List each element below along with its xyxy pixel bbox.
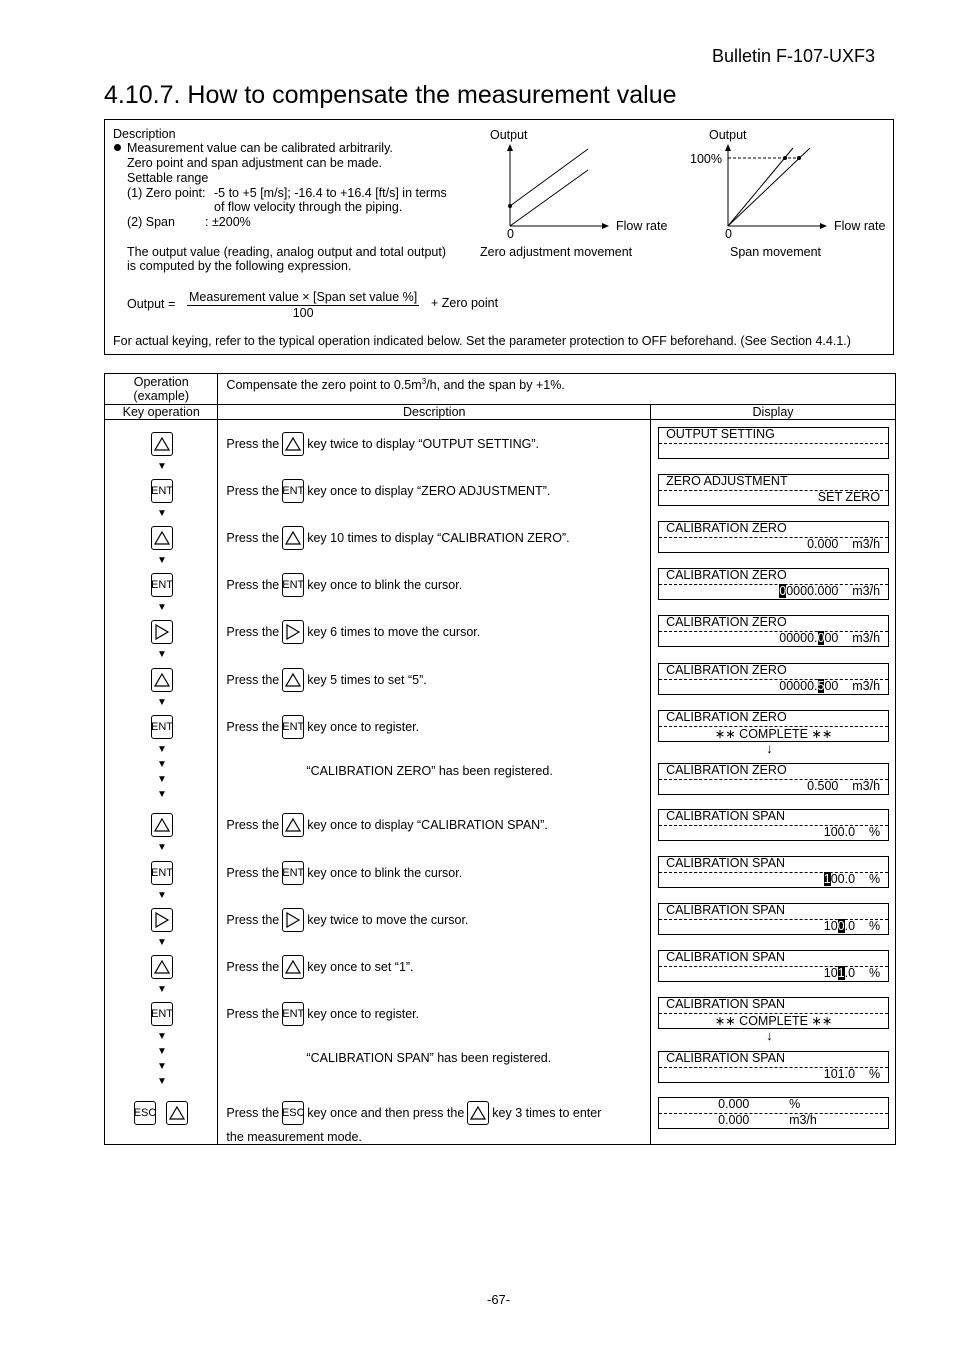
- lcd-display: CALIBRATION SPAN 100.0 %: [658, 903, 889, 935]
- lcd-display: CALIBRATION ZERO 0.500 m3/h: [658, 763, 889, 795]
- description-line: Measurement value can be calibrated arbitrarily.: [127, 141, 393, 155]
- lcd-display: CALIBRATION SPAN 100.0 %: [658, 809, 889, 841]
- description-line: of flow velocity through the piping.: [214, 200, 403, 214]
- cursor: 5: [817, 679, 825, 693]
- formula-lhs: Output =: [127, 297, 176, 311]
- ent-key-icon: ENT: [282, 715, 304, 739]
- span-movement-graph: [718, 142, 833, 232]
- formula-rhs: + Zero point: [431, 296, 499, 310]
- step-12: Press the key once to set “1”.: [226, 955, 413, 979]
- graph1-ylabel: Output: [490, 128, 528, 142]
- ent-key[interactable]: ENT: [151, 1002, 173, 1026]
- down-triangle-icon: ▼: [157, 1046, 167, 1057]
- description-heading: Description: [113, 127, 176, 141]
- graph1-caption: Zero adjustment movement: [480, 245, 633, 259]
- down-triangle-icon: ▼: [157, 697, 167, 708]
- down-triangle-icon: ▼: [157, 461, 167, 472]
- down-arrow-icon: ↓: [766, 1028, 773, 1043]
- ent-key-icon: ENT: [282, 573, 304, 597]
- header-description: Description: [218, 405, 651, 420]
- esc-key-icon: ESC: [282, 1101, 304, 1125]
- up-key[interactable]: [166, 1101, 188, 1125]
- up-key[interactable]: [151, 813, 173, 837]
- up-key-icon: [282, 526, 304, 550]
- down-triangle-icon: ▼: [157, 759, 167, 770]
- lcd-display: CALIBRATION ZERO 00000.500 m3/h: [658, 663, 889, 695]
- down-triangle-icon: ▼: [157, 1061, 167, 1072]
- step-6: Press the key 5 times to set “5”.: [226, 668, 426, 692]
- ent-key[interactable]: ENT: [151, 479, 173, 503]
- ent-key[interactable]: ENT: [151, 861, 173, 885]
- ent-key-icon: ENT: [282, 861, 304, 885]
- description-line: Zero point and span adjustment can be made.: [127, 156, 383, 170]
- description-column: [218, 420, 651, 1145]
- page-title: 4.10.7. How to compensate the measurement value: [104, 81, 677, 109]
- lcd-display: CALIBRATION SPAN 101.0 %: [658, 1051, 889, 1083]
- lcd-display: CALIBRATION ZERO ∗∗ COMPLETE ∗∗: [658, 710, 889, 742]
- description-line: : ±200%: [205, 215, 251, 229]
- description-line: -5 to +5 [m/s]; -16.4 to +16.4 [ft/s] in terms: [214, 186, 447, 200]
- lcd-display: CALIBRATION ZERO 00000.000 m3/h: [658, 615, 889, 647]
- description-footer: For actual keying, refer to the typical operation indicated below. Set the parameter protection to OFF beforehand. (See Section 4.4.1.): [113, 334, 851, 348]
- lcd-display: CALIBRATION SPAN 101.0 %: [658, 950, 889, 982]
- display-column: [651, 420, 896, 1145]
- up-key-icon: [282, 813, 304, 837]
- down-triangle-icon: ▼: [157, 890, 167, 901]
- header-key-operation: Key operation: [105, 405, 218, 420]
- down-triangle-icon: ▼: [157, 937, 167, 948]
- operation-label: Operation (example): [105, 374, 218, 405]
- step-11: Press the key twice to move the cursor.: [226, 908, 468, 932]
- step-2: Press the ENT key once to display “ZERO ADJUSTMENT”.: [226, 479, 550, 503]
- step-note-span: “CALIBRATION SPAN” has been registered.: [306, 1051, 552, 1065]
- cursor: 0: [837, 919, 845, 933]
- description-line: is computed by the following expression.: [127, 259, 352, 273]
- right-key[interactable]: [151, 620, 173, 644]
- right-key-icon: [282, 620, 304, 644]
- up-key-icon: [282, 432, 304, 456]
- description-line: The output value (reading, analog output and total output): [127, 245, 446, 259]
- esc-key[interactable]: ESC: [134, 1101, 156, 1125]
- lcd-display: CALIBRATION SPAN ∗∗ COMPLETE ∗∗: [658, 997, 889, 1029]
- up-key-icon: [282, 668, 304, 692]
- formula-denominator: 100: [292, 306, 314, 320]
- header-display: Display: [651, 405, 896, 420]
- step-15-cont: the measurement mode.: [226, 1130, 362, 1144]
- cursor: 1: [823, 872, 831, 886]
- measure-unit: %: [789, 1097, 801, 1111]
- step-3: Press the key 10 times to display “CALIBRATION ZERO”.: [226, 526, 569, 550]
- graph2-caption: Span movement: [730, 245, 822, 259]
- down-triangle-icon: ▼: [157, 984, 167, 995]
- up-key[interactable]: [151, 955, 173, 979]
- ent-key[interactable]: ENT: [151, 573, 173, 597]
- down-triangle-icon: ▼: [157, 789, 167, 800]
- zero-adjustment-graph: [500, 142, 615, 232]
- step-9: Press the key once to display “CALIBRATION SPAN”.: [226, 813, 547, 837]
- down-triangle-icon: ▼: [157, 1076, 167, 1087]
- up-key[interactable]: [151, 526, 173, 550]
- bulletin-number: Bulletin F-107-UXF3: [712, 46, 876, 66]
- ent-key[interactable]: ENT: [151, 715, 173, 739]
- cursor: 1: [837, 966, 845, 980]
- description-line: (2) Span: [127, 215, 175, 229]
- graph2-ylabel: Output: [709, 128, 747, 142]
- bullet-icon: [114, 144, 121, 151]
- measure-value: 0.000: [718, 1113, 750, 1127]
- step-1: Press the key twice to display “OUTPUT SETTING”.: [226, 432, 539, 456]
- lcd-display: CALIBRATION ZERO 00000.000 m3/h: [658, 568, 889, 600]
- step-15: Press the ESC key once and then press the key 3 times to enter: [226, 1101, 601, 1125]
- cursor: 0: [779, 584, 787, 598]
- operation-example: Compensate the zero point to $0.5m^3/h$, and the span by +1%.: [218, 374, 896, 405]
- down-triangle-icon: ▼: [157, 649, 167, 660]
- right-key[interactable]: [151, 908, 173, 932]
- right-key-icon: [282, 908, 304, 932]
- step-10: Press the ENT key once to blink the cursor.: [226, 861, 462, 885]
- down-arrow-icon: ↓: [766, 741, 773, 756]
- up-key[interactable]: [151, 432, 173, 456]
- formula-fraction: [187, 290, 419, 320]
- down-triangle-icon: ▼: [157, 602, 167, 613]
- ent-key-icon: ENT: [282, 479, 304, 503]
- key-operation-column: [105, 420, 218, 1145]
- graph2-origin: 0: [725, 227, 732, 241]
- down-triangle-icon: ▼: [157, 842, 167, 853]
- operation-table: [104, 373, 896, 1145]
- graph1-origin: 0: [507, 227, 514, 241]
- up-key[interactable]: [151, 668, 173, 692]
- description-box: [104, 119, 894, 355]
- down-triangle-icon: ▼: [157, 774, 167, 785]
- down-triangle-icon: ▼: [157, 744, 167, 755]
- lcd-display: ZERO ADJUSTMENT SET ZERO: [658, 474, 889, 506]
- cursor: 0: [817, 631, 825, 645]
- ent-key-icon: ENT: [282, 1002, 304, 1026]
- lcd-display: [658, 1097, 889, 1129]
- description-line: Settable range: [127, 171, 209, 185]
- step-7: Press the ENT key once to register.: [226, 715, 419, 739]
- down-triangle-icon: ▼: [157, 1031, 167, 1042]
- measure-value: 0.000: [718, 1097, 750, 1111]
- lcd-display: OUTPUT SETTING: [658, 427, 889, 459]
- page-number: -67-: [487, 1292, 511, 1307]
- step-4: Press the ENT key once to blink the cursor.: [226, 573, 462, 597]
- description-line: (1) Zero point:: [127, 186, 206, 200]
- up-key-icon: [467, 1101, 489, 1125]
- step-5: Press the key 6 times to move the cursor.: [226, 620, 480, 644]
- lcd-display: CALIBRATION ZERO 0.000 m3/h: [658, 521, 889, 553]
- down-triangle-icon: ▼: [157, 508, 167, 519]
- graph1-xlabel: Flow rate: [616, 219, 668, 233]
- formula-numerator: Measurement value × [Span set value %]: [189, 290, 418, 304]
- down-triangle-icon: ▼: [157, 555, 167, 566]
- step-13: Press the ENT key once to register.: [226, 1002, 419, 1026]
- step-note-zero: “CALIBRATION ZERO” has been registered.: [306, 764, 553, 778]
- lcd-display: CALIBRATION SPAN 100.0 %: [658, 856, 889, 888]
- measure-unit: m3/h: [789, 1113, 817, 1127]
- up-key-icon: [282, 955, 304, 979]
- graph2-ytick: 100%: [690, 152, 722, 166]
- graph2-xlabel: Flow rate: [834, 219, 886, 233]
